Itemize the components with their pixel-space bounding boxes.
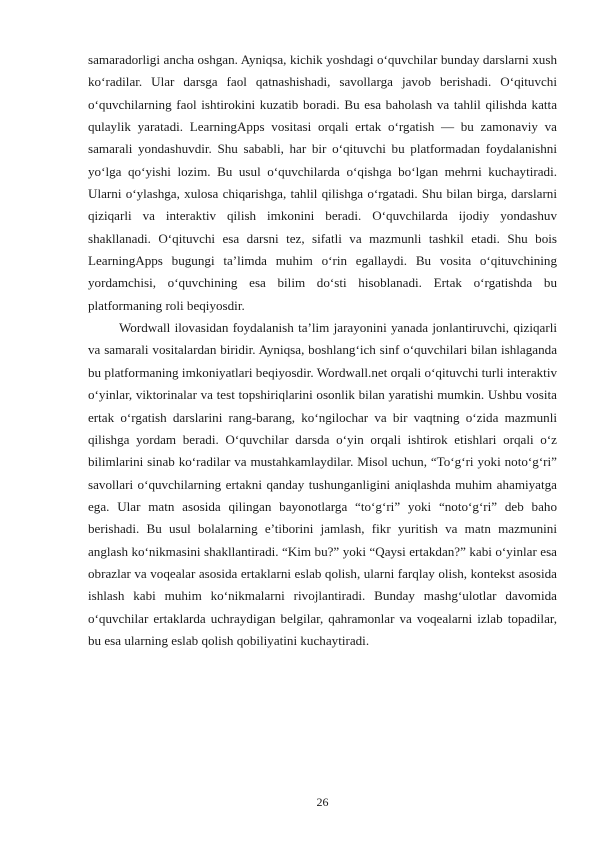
body-text: [88, 49, 557, 652]
page-number: 26: [316, 795, 329, 809]
paragraph-continuation: samaradorligi ancha oshgan. Ayniqsa, kichik yoshdagi o‘quvchilar bunday darslarni xush ko‘radilar. Ular darsga faol qatnashishadi, savollarga javob berishadi. O‘qituvchi o‘quvchilarning faol ishtirokini kuzatib boradi. Bu esa baholash va tahlil qilishda katta qulaylik yaratadi. LearningApps vositasi orqali ertak o‘rgatish — bu zamonaviy va samarali yondashuvdir. Shu sababli, har bir o‘qituvchi bu platformadan foydalanishni yo‘lga qo‘yishi lozim. Bu usul o‘quvchilarda o‘qishga bo‘lgan mehrni kuchaytiradi. Ularni o‘ylashga, xulosa chiqarishga, tahlil qilishga o‘rgatadi. Shu bilan birga, darslarni qiziqarli va interaktiv qilish imkonini beradi. O‘quvchilarda ijodiy yondashuv shakllanadi. O‘qituvchi esa darsni tez, sifatli va mazmunli tashkil etadi. Shu bois LearningApps bugungi ta’limda muhim o‘rin egallaydi. Bu vosita o‘qituvchining yordamchisi, o‘quvchining esa bilim do‘sti hisoblanadi. Ertak o‘rgatishda bu platformaning roli beqiyosdir.: [88, 52, 557, 313]
paragraph-wordwall: Wordwall ilovasidan foydalanish ta’lim jarayonini yanada jonlantiruvchi, qiziqarli va samarali vositalardan biridir. Ayniqsa, boshlang‘ich sinf o‘quvchilari bilan ishlaganda bu platformaning imkoniyatlari beqiyosdir. Wordwall.net orqali o‘qituvchi turli interaktiv o‘yinlar, viktorinalar va test topshiriqlarini osonlik bilan yaratishi mumkin. Ushbu vosita ertak o‘rgatish darslarini rang-barang, ko‘ngilochar va bir vaqtning o‘zida mazmunli qilishga yordam beradi. O‘quvchilar darsda o‘yin orqali ishtirok etishlari orqali o‘z bilimlarini sinab ko‘radilar va mustahkamlaydilar. Misol uchun, “To‘g‘ri yoki noto‘g‘ri” savollari o‘quvchilarning ertakni qanday tushunganligini aniqlashda muhim ahamiyatga ega. Ular matn asosida qilingan bayonotlarga “to‘g‘ri” yoki “noto‘g‘ri” deb baho berishadi. Bu usul bolalarning e’tiborini jamlash, fikr yuritish va matn mazmunini anglash ko‘nikmasini shakllantiradi. “Kim bu?” yoki “Qaysi ertakdan?” kabi o‘yinlar esa obrazlar va voqealar asosida ertaklarni eslab qolish, ularni farqlay olish, kontekst asosida ishlash kabi muhim ko‘nikmalarni rivojlantiradi. Bunday mashg‘ulotlar davomida o‘quvchilar ertaklarda uchraydigan belgilar, qahramonlar va voqealarni izlab topadilar, bu esa ularning eslab qolish qobiliyatini kuchaytiradi.: [88, 320, 557, 648]
